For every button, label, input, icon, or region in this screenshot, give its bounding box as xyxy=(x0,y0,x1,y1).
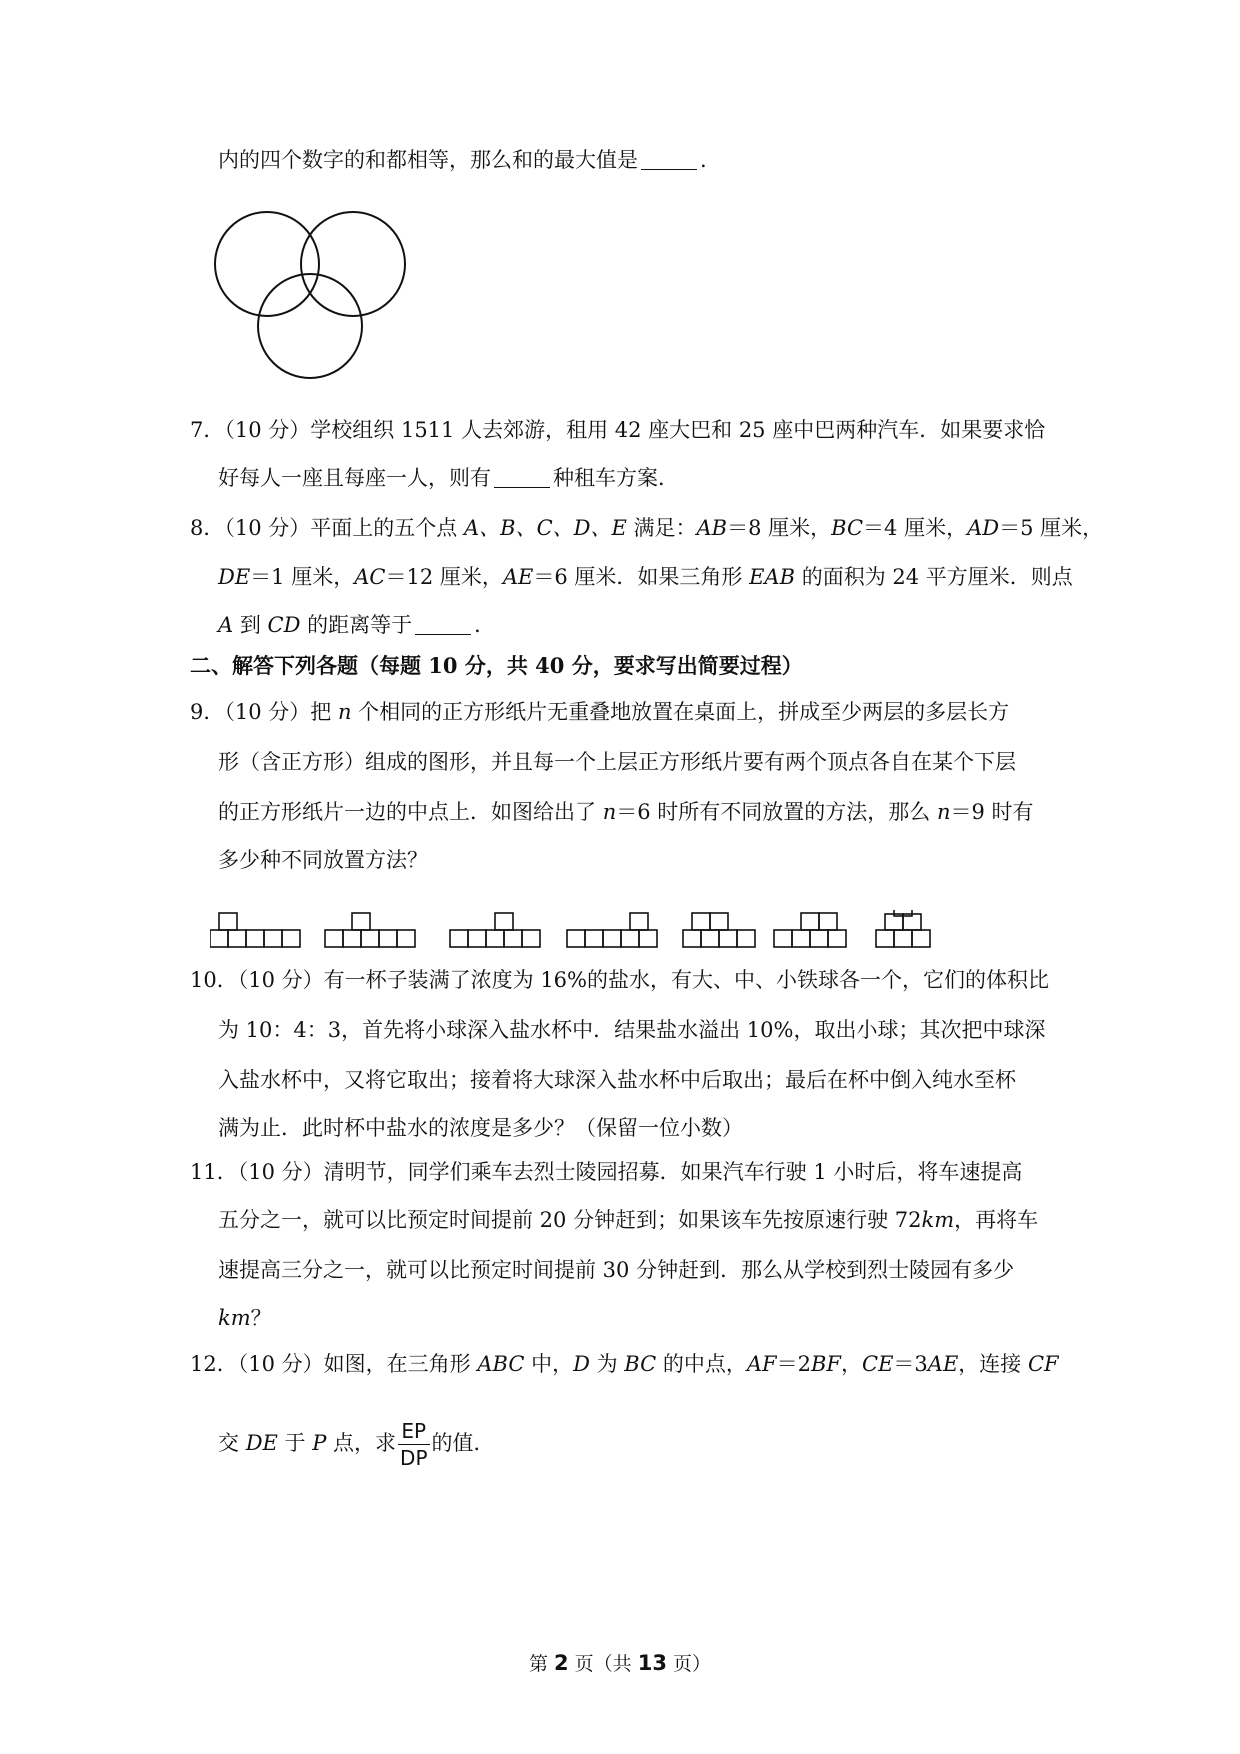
circle-left xyxy=(215,212,319,316)
arrangement-6 xyxy=(774,913,846,947)
square-arrangements-figure xyxy=(210,910,950,948)
q11-line4: km？ xyxy=(218,1306,272,1330)
q12-line2: 交 DE 于 P 点，求 $\frac{EP}{DP}$ 的值． xyxy=(218,1419,495,1470)
q10-line1: 10．（10 分）有一杯子装满了浓度为 16%的盐水，有大、中、小铁球各一个，它们的体积比 xyxy=(190,968,1049,992)
page-footer: 第 2 页（共 13 页） xyxy=(528,1651,712,1675)
fraction-ep-dp: $\frac{EP}{DP}$ xyxy=(400,1419,428,1470)
arrangement-5 xyxy=(683,913,755,947)
q7-line2: 好每人一座且每座一人，则有 种租车方案． xyxy=(218,466,679,490)
q6-text: 内的四个数字的和都相等，那么和的最大值是 . xyxy=(218,148,707,172)
q11-line3: 速提高三分之一，就可以比预定时间提前 30 分钟赶到．那么从学校到烈士陵园有多少 xyxy=(218,1258,1015,1282)
q10-line4: 满为止．此时杯中盐水的浓度是多少？（保留一位小数） xyxy=(218,1116,743,1140)
q10-line3: 入盐水杯中，又将它取出；接着将大球深入盐水杯中后取出；最后在杯中倒入纯水至杯 xyxy=(218,1068,1016,1092)
arrangement-3 xyxy=(450,913,540,947)
q9-line2: 形（含正方形）组成的图形，并且每一个上层正方形纸片要有两个顶点各自在某个下层 xyxy=(218,750,1016,774)
q11-line1: 11．（10 分）清明节，同学们乘车去烈士陵园招募．如果汽车行驶 1 小时后，将车速提高 xyxy=(190,1160,1023,1184)
q12-line1: 12．（10 分）如图，在三角形 ABC 中，D 为 BC 的中点，AF＝2BF，CE＝3AE，连接 CF xyxy=(190,1352,1059,1376)
answer-blank xyxy=(641,169,697,170)
arrangement-1 xyxy=(210,913,300,947)
q11-line2: 五分之一，就可以比预定时间提前 20 分钟赶到；如果该车先按原速行驶 72km，再将车 xyxy=(218,1208,1039,1232)
answer-blank xyxy=(415,634,471,635)
q9-line1: 9．（10 分）把 n 个相同的正方形纸片无重叠地放置在桌面上，拼成至少两层的多层长方 xyxy=(190,700,1010,724)
q9-line4: 多少种不同放置方法？ xyxy=(218,848,428,872)
circle-bottom xyxy=(258,274,362,378)
q8-line1: 8．（10 分）平面上的五个点 A、B、C、D、E 满足：AB＝8 厘米，BC＝4 厘米，AD＝5 厘米， xyxy=(190,516,1104,540)
three-circles-figure xyxy=(205,198,425,388)
q8-line2: DE＝1 厘米，AC＝12 厘米，AE＝6 厘米．如果三角形 EAB 的面积为 24 平方厘米．则点 xyxy=(218,565,1073,589)
arrangement-7 xyxy=(876,910,930,947)
circle-right xyxy=(301,212,405,316)
q10-line2: 为 10：4：3，首先将小球深入盐水杯中．结果盐水溢出 10%，取出小球；其次把中球深 xyxy=(218,1018,1046,1042)
section-heading: 二、解答下列各题（每题 10 分，共 40 分，要求写出简要过程） xyxy=(190,653,803,678)
q8-line3: A 到 CD 的距离等于 ． xyxy=(218,613,496,637)
q7-line1: 7．（10 分）学校组织 1511 人去郊游，租用 42 座大巴和 25 座中巴两种汽车．如果要求恰 xyxy=(190,418,1046,442)
arrangement-2 xyxy=(325,913,415,947)
answer-blank xyxy=(494,487,550,488)
q9-line3: 的正方形纸片一边的中点上．如图给出了 n＝6 时所有不同放置的方法，那么 n＝9 时有 xyxy=(218,800,1034,824)
arrangement-4 xyxy=(567,913,657,947)
